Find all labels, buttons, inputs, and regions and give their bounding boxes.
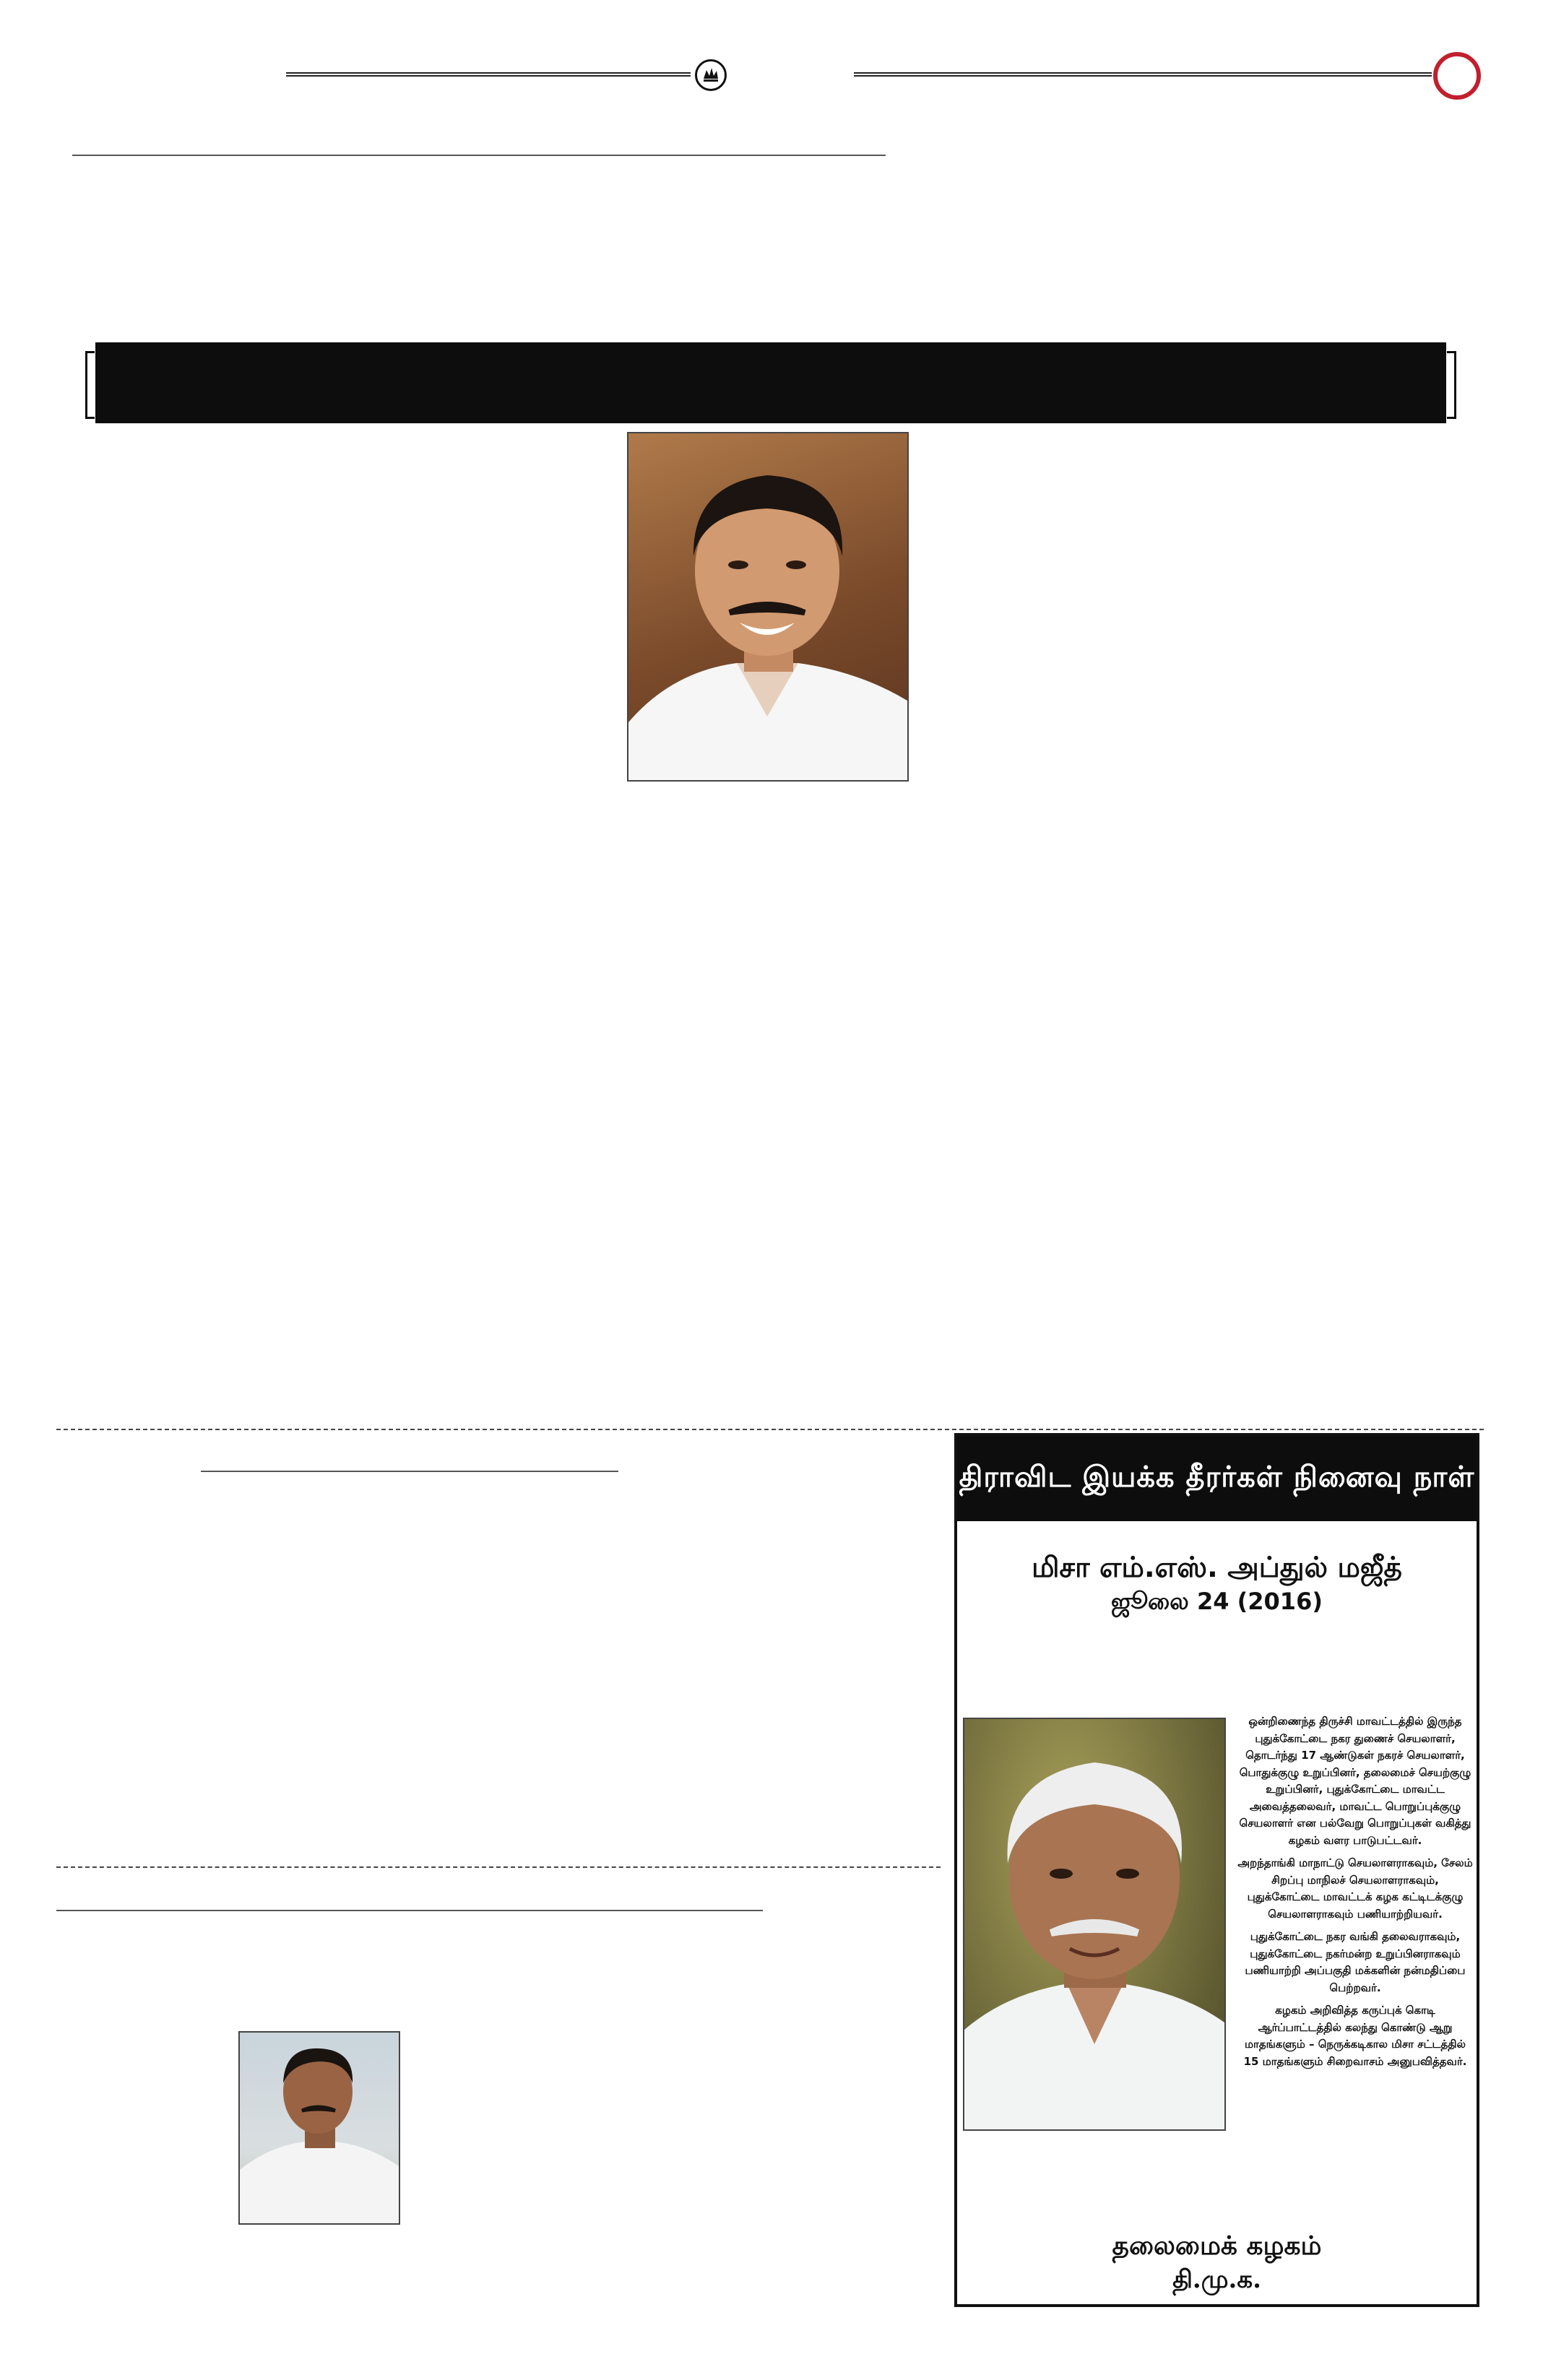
memorial-date: ஜூலை 24 (2016): [1111, 1588, 1323, 1615]
header-rule-right: [854, 72, 1432, 77]
rising-sun-emblem-icon: [695, 59, 727, 91]
bio-paragraph-2: அறந்தாங்கி மாநாட்டு செயலாளராகவும், சேலம் சிறப்பு மாநிலச் செயலாளராகவும், புதுக்கோட்டை மாவட்டக் கழக கட்டிடக்குழு செயலாளராகவும் பணியாற்றியவர்.: [1237, 1856, 1473, 1921]
article-title-rule: [201, 1471, 618, 1472]
header-rule-left: [286, 72, 691, 77]
small-portrait-photo: [238, 2031, 400, 2225]
column-divider-dashed: [56, 1866, 941, 1868]
bio-paragraph-3: புதுக்கோட்டை நகர வங்கி தலைவராகவும், புதுக்கோட்டை நகர்மன்ற உறுப்பினராகவும் பணியாற்றி அப்பகுதி மக்களின் நன்மதிப்பை பெற்றவர்.: [1245, 1930, 1466, 1994]
bio-paragraph-4: கழகம் அறிவித்த கருப்புக் கொடி ஆர்ப்பாட்டத்தில் கலந்து கொண்டு ஆறு மாதங்களும் – நெருக்கடிகால மிசா சட்டத்தில் 15 மாதங்களும் சிறைவாசம் அனுபவித்தவர்.: [1243, 2004, 1467, 2068]
page-number-circle: [1433, 52, 1481, 100]
top-divider: [72, 155, 886, 156]
memorial-signature-line-1: தலைமைக் கழகம்: [1112, 2230, 1322, 2261]
bio-paragraph-1: ஒன்றிணைந்த திருச்சி மாவட்டத்தில் இருந்த புதுக்கோட்டை நகர துணைச் செயலாளர், தொடர்ந்து 17 ஆண்டுகள் நகரச் செயலாளர், பொதுக்குழு உறுப்பினர், தலைமைச் செயற்குழு உறுப்பினர், புதுக்கோட்டை மாவட்ட அவைத்தலைவர், மாவட்ட பொறுப்புக்குழு செயலாளர் என பல்வேறு பொறுப்புகள் வகித்து கழகம் வளர பாடுபட்டவர்.: [1239, 1715, 1471, 1847]
section-divider-dashed: [56, 1429, 1484, 1430]
memorial-portrait-photo: [963, 1718, 1226, 2131]
memorial-name: மிசா எம்.எஸ். அப்துல் மஜீத்: [1032, 1552, 1402, 1584]
column-divider-solid: [56, 1910, 763, 1911]
headline-banner: [95, 342, 1446, 423]
memorial-signature-line-2: தி.மு.க.: [1172, 2265, 1261, 2294]
main-portrait-photo: [627, 432, 909, 782]
memorial-notice-box: [954, 1433, 1479, 2307]
memorial-title: திராவிட இயக்க தீரர்கள் நினைவு நாள்: [957, 1436, 1477, 1521]
memorial-biography: [1236, 1713, 1474, 2076]
